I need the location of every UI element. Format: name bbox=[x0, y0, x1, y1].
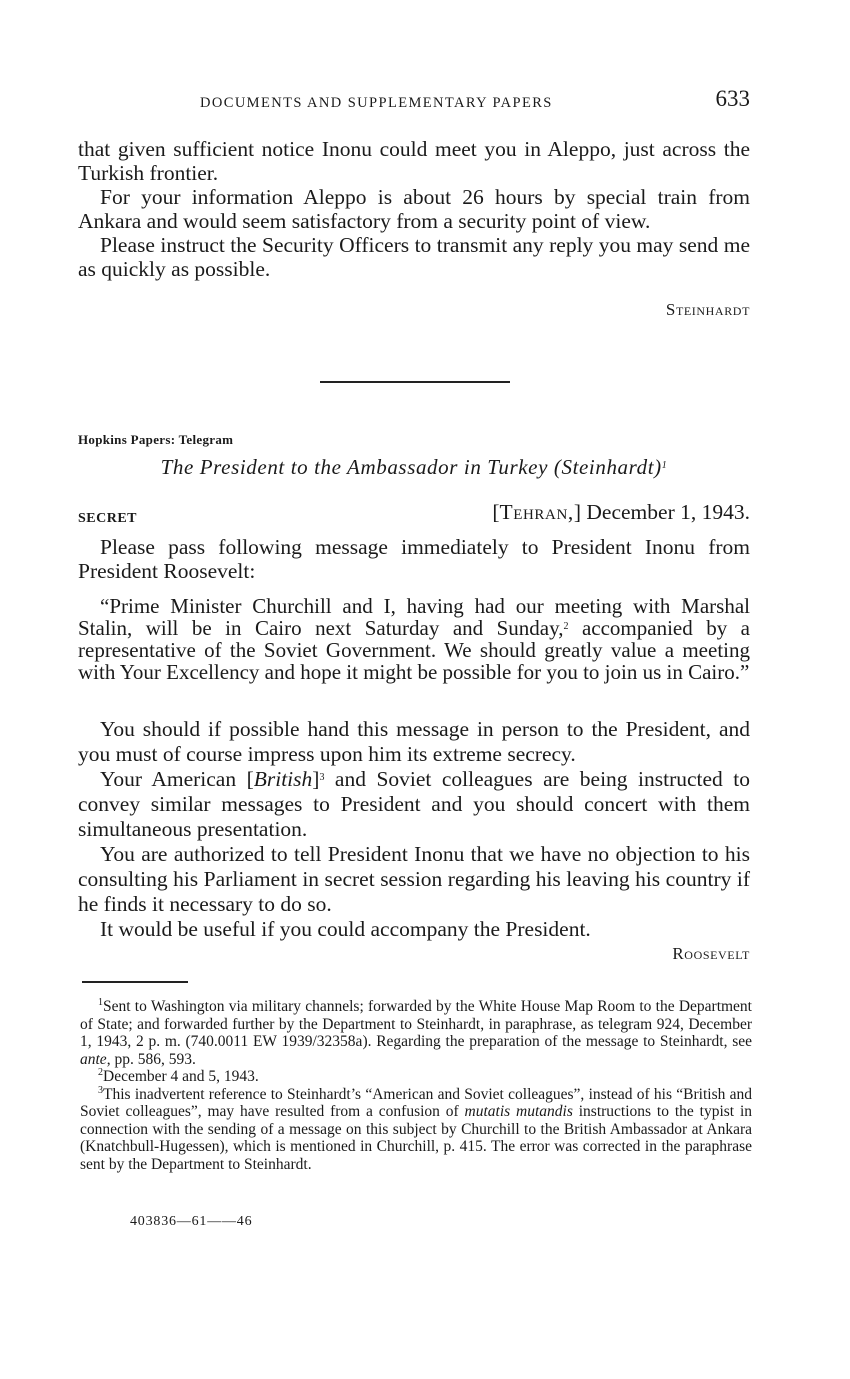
document-source: Hopkins Papers: Telegram bbox=[78, 432, 234, 447]
page-number: 633 bbox=[715, 86, 750, 111]
intro-paragraph: Please pass following message immediately to President Inonu from President Roosevelt: bbox=[78, 535, 750, 583]
page-header bbox=[78, 86, 750, 122]
running-title: DOCUMENTS AND SUPPLEMENTARY PAPERS bbox=[200, 95, 553, 111]
dateline: [Tehran,] December 1, 1943. bbox=[492, 500, 750, 524]
colleagues-part-b: and Soviet colleagues are being instructed to convey similar messages to President and you should concert with them simultaneous presentation. bbox=[78, 767, 750, 841]
continued-paragraph-2: For your information Aleppo is about 26 hours by special train from Ankara and would seem satisfactory from a security point of view. bbox=[78, 185, 750, 233]
paragraph-authorization: You are authorized to tell President Inonu that we have no objection to his consulting his Parliament in secret session regarding his leaving his country if he finds it necessary to do so. bbox=[78, 842, 750, 916]
footnote-2 bbox=[80, 1068, 752, 1086]
footnote-3-text-a: This inadvertent reference to Steinhardt’s “American and Soviet colleagues”, instead of his “British and Soviet colleagues”, may have resulted from a confusion of bbox=[80, 1085, 752, 1120]
footnote-3-italic: mutatis mutandis bbox=[464, 1103, 573, 1120]
footnote-1-number: 1 bbox=[98, 997, 103, 1008]
footnotes bbox=[80, 998, 752, 1173]
document-title bbox=[78, 455, 750, 480]
quote-part-a: “Prime Minister Churchill and I, having had our meeting with Marshal Stalin, will be in Cairo next Saturday and Sunday, bbox=[78, 594, 750, 640]
footnote-divider bbox=[82, 981, 188, 983]
document-body bbox=[78, 717, 750, 942]
document-title-text: The President to the Ambassador in Turkey (Steinhardt) bbox=[160, 455, 662, 479]
paragraph-colleagues: Your American [British]$^3$ and Soviet colleagues are being instructed to convey similar messages to President and you should concert with them simultaneous presentation. bbox=[78, 767, 750, 841]
continued-paragraph-1: that given sufficient notice Inonu could meet you in Aleppo, just across the Turkish frontier. bbox=[78, 137, 750, 185]
footnote-ref-1: 1 bbox=[661, 460, 668, 471]
print-code: 403836—61——46 bbox=[130, 1214, 253, 1229]
continued-text bbox=[78, 137, 750, 281]
footnote-2-text: December 4 and 5, 1943. bbox=[103, 1068, 259, 1085]
footnote-1-text-b: , pp. 586, 593. bbox=[106, 1050, 196, 1068]
quoted-message bbox=[78, 595, 750, 683]
signature-steinhardt: Steinhardt bbox=[665, 300, 750, 319]
section-divider bbox=[320, 381, 510, 383]
footnote-ref-2: 2 bbox=[563, 621, 569, 632]
signature-roosevelt: Roosevelt bbox=[672, 944, 750, 963]
paragraph-accompany: It would be useful if you could accompany the President. bbox=[100, 917, 591, 941]
document-body-intro bbox=[78, 535, 750, 583]
footnote-ref-3: 3 bbox=[319, 772, 325, 783]
quoted-message-paragraph bbox=[78, 595, 750, 683]
quote-part-b: accompanied by a representative of the Soviet Government. We should greatly value a meeting with Your Excellency and hope it might be possible for you to join us in Cairo.” bbox=[78, 616, 750, 684]
editorial-insert: British bbox=[253, 767, 313, 791]
colleagues-part-a: Your American bbox=[100, 767, 247, 791]
continued-paragraph-3: Please instruct the Security Officers to transmit any reply you may send me as quickly as possible. bbox=[78, 233, 750, 281]
footnote-1-italic: ante bbox=[80, 1050, 107, 1068]
footnote-1-text-a: Sent to Washington via military channels; forwarded by the White House Map Room to the Department of State; and forwarded further by the Department to Steinhardt, in paraphrase, as telegram 924, December 1, 1943, 2 p. m. (740.0011 EW 1939/32358a). Regarding the preparation of the message to Steinhardt, see bbox=[80, 998, 752, 1050]
footnote-3-number: 3 bbox=[98, 1084, 103, 1096]
dateline-place: Tehran, bbox=[499, 500, 574, 524]
footnote-3-text-b: instructions to the typist in connection with the sending of a message on this subject by Churchill to the British Ambassador at Ankara (Knatchbull-Hugessen), which is mentioned in Churchill, p. 415. The error was corrected in the paraphrase sent by the Department to Steinhardt. bbox=[80, 1103, 752, 1173]
paragraph-hand-message: You should if possible hand this message in person to the President, and you must of course impress upon him its extreme secrecy. bbox=[78, 717, 750, 766]
footnote-1 bbox=[80, 998, 752, 1068]
footnote-2-number: 2 bbox=[98, 1067, 103, 1078]
classification-label: SECRET bbox=[78, 511, 138, 526]
footnote-3 bbox=[80, 1086, 752, 1174]
dateline-date: December 1, 1943. bbox=[586, 500, 750, 524]
